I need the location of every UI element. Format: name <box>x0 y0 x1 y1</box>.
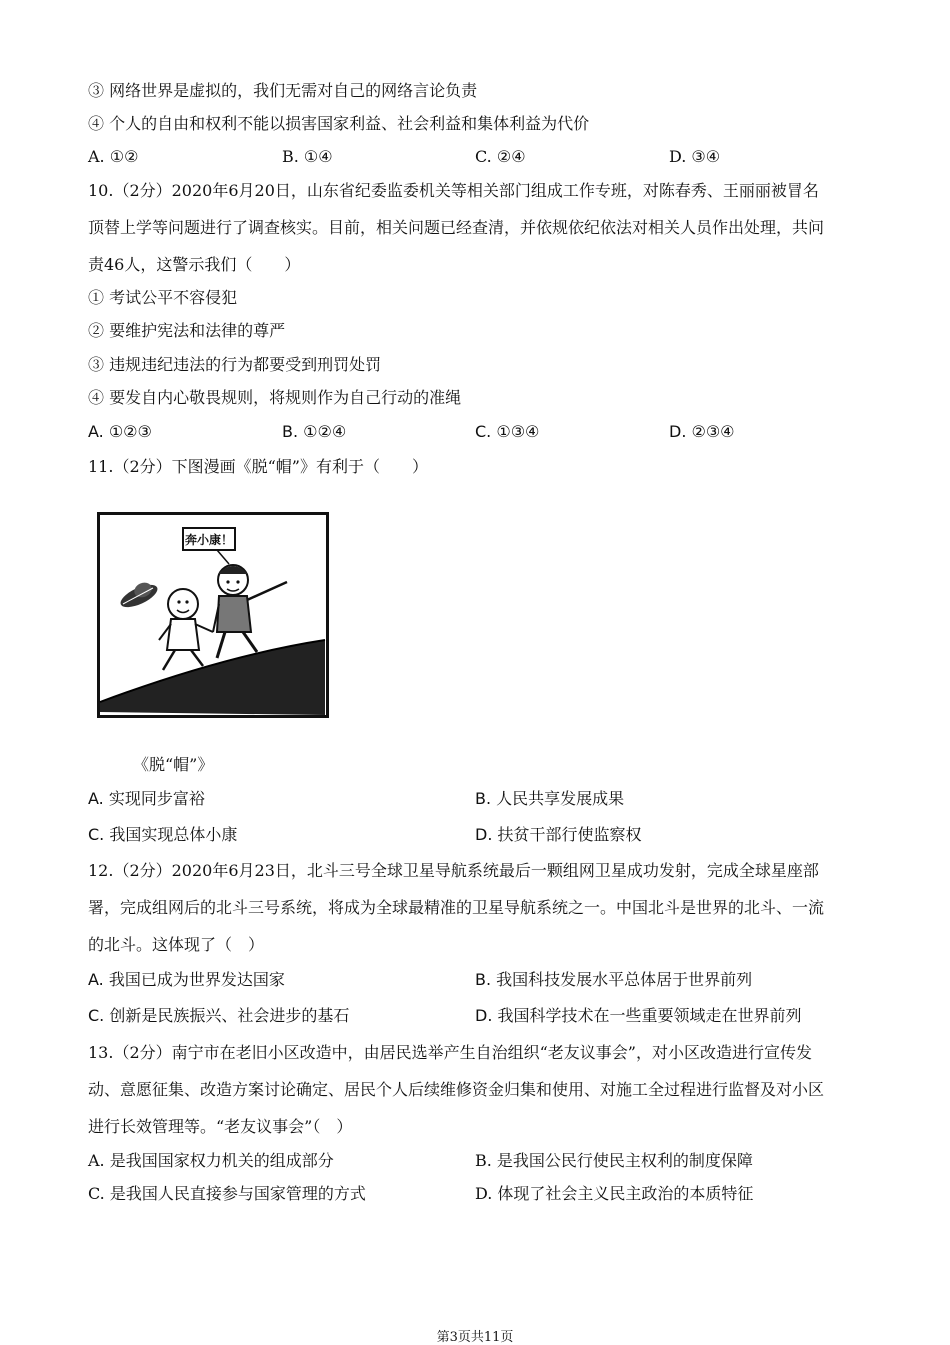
q13-option-b: B. 是我国公民行使民主权利的制度保障 <box>475 1151 753 1170</box>
q13-stem-line-2: 动、意愿征集、改造方案讨论确定、居民个人后续维修资金归集和使用、对施工全过程进行监督及对小区 <box>88 1080 825 1099</box>
q12-option-b: B. 我国科技发展水平总体居于世界前列 <box>475 970 753 989</box>
q9-item-3: ③ 网络世界是虚拟的，我们无需对自己的网络言论负责 <box>88 81 478 100</box>
page-footer: 第3页共11页 <box>436 1330 514 1345</box>
q10-stem-line-2: 顶替上学等问题进行了调查核实。目前，相关问题已经查清，并依规依纪依法对相关人员作出处理，共问 <box>88 218 825 237</box>
q12-option-a: A. 我国已成为世界发达国家 <box>88 970 285 989</box>
cartoon-caption: 《脱“帽”》 <box>133 755 214 774</box>
q12-stem-line-3: 的北斗。这体现了（ ） <box>88 935 265 954</box>
q13-option-a: A. 是我国国家权力机关的组成部分 <box>88 1151 334 1170</box>
q12-option-c: C. 创新是民族振兴、社会进步的基石 <box>88 1006 350 1025</box>
q11-option-c: C. 我国实现总体小康 <box>88 825 238 844</box>
q10-item-2: ② 要维护宪法和法律的尊严 <box>88 321 286 340</box>
q9-item-4: ④ 个人的自由和权利不能以损害国家利益、社会利益和集体利益为代价 <box>88 114 590 133</box>
cartoon-image <box>97 512 329 718</box>
q10-item-1: ① 考试公平不容侵犯 <box>88 288 238 307</box>
q12-stem-line-2: 署，完成组网后的北斗三号系统，将成为全球最精准的卫星导航系统之一。中国北斗是世界的北斗、一流 <box>88 898 825 917</box>
q12-stem-line-1: 12.（2分）2020年6月23日，北斗三号全球卫星导航系统最后一颗组网卫星成功发射，完成全球星座部 <box>88 861 819 880</box>
q11-option-d: D. 扶贫干部行使监察权 <box>475 825 642 844</box>
q10-item-4: ④ 要发自内心敬畏规则，将规则作为自己行动的准绳 <box>88 388 462 407</box>
q10-option-d: D. ②③④ <box>669 422 735 441</box>
q11-option-b: B. 人民共享发展成果 <box>475 789 625 808</box>
q13-stem-line-3: 进行长效管理等。“老友议事会”（ ） <box>88 1117 353 1136</box>
q10-item-3: ③ 违规违纪违法的行为都要受到刑罚处罚 <box>88 355 382 374</box>
q10-option-a: A. ①②③ <box>88 422 152 441</box>
q10-option-c: C. ①③④ <box>475 422 540 441</box>
sign-text: 奔小康！ <box>184 533 234 547</box>
q11-option-a: A. 实现同步富裕 <box>88 789 205 808</box>
q13-option-c: C. 是我国人民直接参与国家管理的方式 <box>88 1184 366 1203</box>
q13-option-d: D. 体现了社会主义民主政治的本质特征 <box>475 1184 754 1203</box>
q9-option-b: B. ①④ <box>282 147 333 166</box>
q10-stem-line-1: 10.（2分）2020年6月20日，山东省纪委监委机关等相关部门组成工作专班，对陈春秀、王丽丽被冒名 <box>88 181 819 200</box>
q10-stem-line-3: 责46人，这警示我们（ ） <box>88 255 301 274</box>
q9-option-d: D. ③④ <box>669 147 721 166</box>
q9-option-a: A. ①② <box>88 147 139 166</box>
q12-option-d: D. 我国科学技术在一些重要领域走在世界前列 <box>475 1006 802 1025</box>
q9-option-c: C. ②④ <box>475 147 526 166</box>
q13-stem-line-1: 13.（2分）南宁市在老旧小区改造中，由居民选举产生自治组织“老友议事会”，对小区改造进行宣传发 <box>88 1043 812 1062</box>
q10-option-b: B. ①②④ <box>282 422 347 441</box>
q11-stem: 11.（2分）下图漫画《脱“帽”》有利于（ ） <box>88 457 428 476</box>
